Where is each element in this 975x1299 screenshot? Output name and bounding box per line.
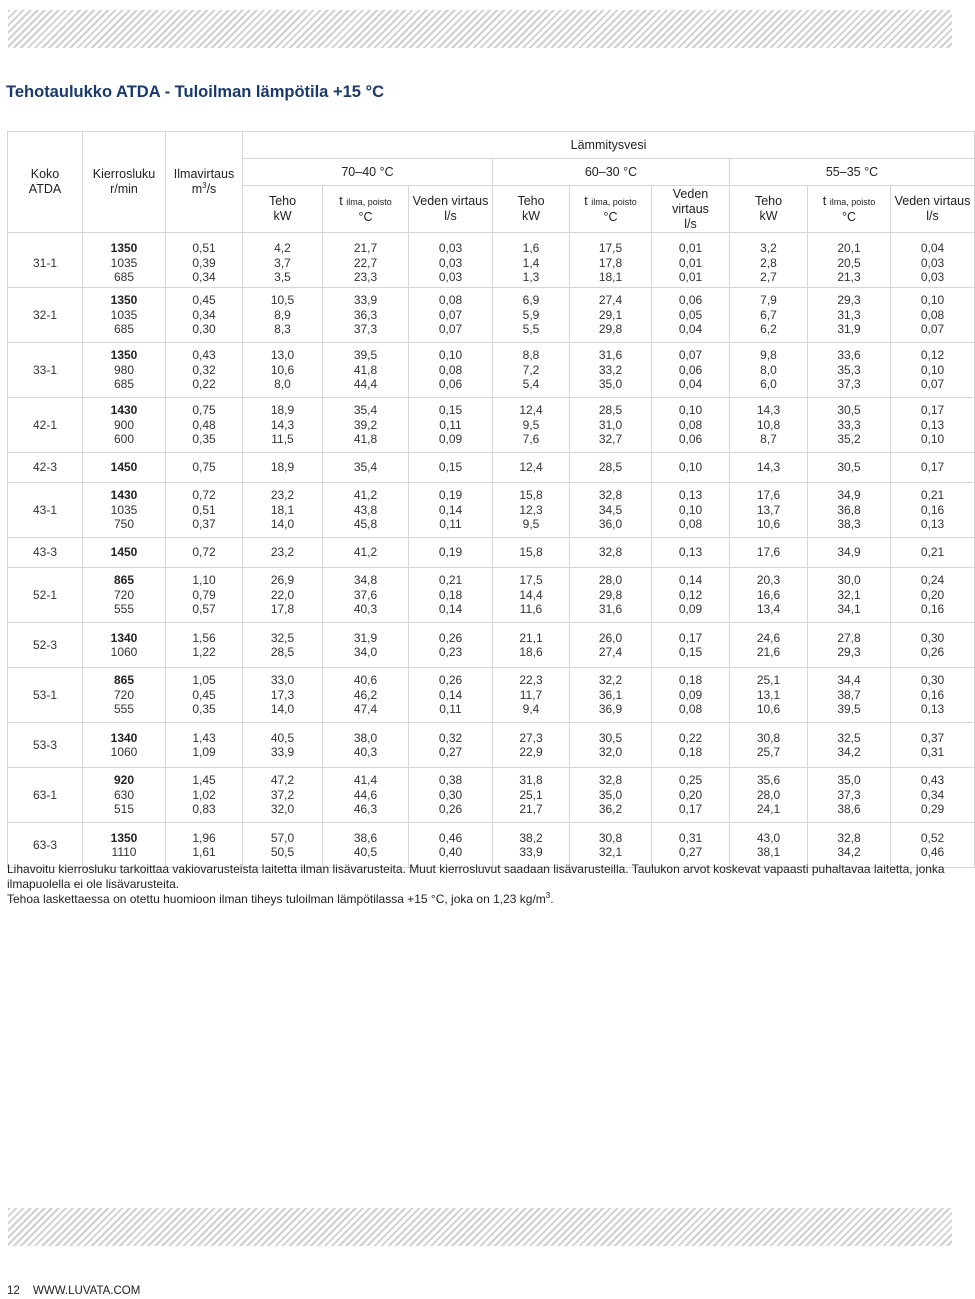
cell-t-ilma-poisto: 38,6 40,5: [323, 823, 409, 868]
page-number: 12: [7, 1285, 20, 1297]
cell-teho: 3,2 2,8 2,7: [730, 233, 808, 288]
cell-t-ilma-poisto: 26,0 27,4: [570, 623, 652, 668]
cell-kierrosluku: 865 720 555: [83, 668, 166, 723]
cell-t-ilma-poisto: 34,9: [808, 538, 891, 568]
cell-t-ilma-poisto: 33,6 35,3 37,3: [808, 343, 891, 398]
cell-koko: 53-3: [8, 723, 83, 768]
cell-t-ilma-poisto: 41,4 44,6 46,3: [323, 768, 409, 823]
cell-veden-virtaus: 0,10 0,08 0,06: [409, 343, 493, 398]
cell-koko: 42-3: [8, 453, 83, 483]
header-koko: Koko ATDA: [8, 132, 83, 233]
cell-ilmavirtaus: 1,05 0,45 0,35: [166, 668, 243, 723]
table-row: [8, 288, 975, 343]
cell-t-ilma-poisto: 30,5: [808, 453, 891, 483]
cell-veden-virtaus: 0,21 0,18 0,14: [409, 568, 493, 623]
cell-teho: 23,2 18,1 14,0: [243, 483, 323, 538]
cell-teho: 18,9 14,3 11,5: [243, 398, 323, 453]
footnote-1: Lihavoitu kierrosluku tarkoittaa vakiovarusteista laitetta ilman lisävarusteita. Muut kierrosluvut saadaan lisävarusteilla. Taulukon arvot koskevat vapaasti puhaltavaa laitetta, jonka ilmapuolella ei ole lisävarusteita.: [7, 862, 945, 891]
cell-teho: 15,8 12,3 9,5: [493, 483, 570, 538]
header-group-70-40: 70–40 °C: [243, 159, 493, 186]
cell-t-ilma-poisto: 35,4 39,2 41,8: [323, 398, 409, 453]
cell-ilmavirtaus: 0,75: [166, 453, 243, 483]
header-veden-virtaus: Veden virtaus l/s: [891, 186, 975, 233]
cell-koko: 31-1: [8, 233, 83, 288]
cell-teho: 7,9 6,7 6,2: [730, 288, 808, 343]
decorative-hatch-band-bottom: [8, 1208, 952, 1246]
cell-kierrosluku: 1350 980 685: [83, 343, 166, 398]
table-row: [8, 538, 975, 568]
cell-teho: 13,0 10,6 8,0: [243, 343, 323, 398]
cell-t-ilma-poisto: 35,4: [323, 453, 409, 483]
table-row: [8, 453, 975, 483]
cell-koko: 33-1: [8, 343, 83, 398]
header-group-60-30: 60–30 °C: [493, 159, 730, 186]
cell-teho: 26,9 22,0 17,8: [243, 568, 323, 623]
cell-koko: 32-1: [8, 288, 83, 343]
header-t-ilma-poisto: t ilma, poisto °C: [570, 186, 652, 233]
cell-teho: 6,9 5,9 5,5: [493, 288, 570, 343]
cell-teho: 12,4: [493, 453, 570, 483]
cell-t-ilma-poisto: 28,5 31,0 32,7: [570, 398, 652, 453]
cell-teho: 14,3 10,8 8,7: [730, 398, 808, 453]
cell-veden-virtaus: 0,12 0,10 0,07: [891, 343, 975, 398]
cell-teho: 40,5 33,9: [243, 723, 323, 768]
cell-koko: 53-1: [8, 668, 83, 723]
cell-teho: 35,6 28,0 24,1: [730, 768, 808, 823]
cell-veden-virtaus: 0,19: [409, 538, 493, 568]
cell-t-ilma-poisto: 21,7 22,7 23,3: [323, 233, 409, 288]
cell-teho: 21,1 18,6: [493, 623, 570, 668]
cell-teho: 22,3 11,7 9,4: [493, 668, 570, 723]
cell-t-ilma-poisto: 33,9 36,3 37,3: [323, 288, 409, 343]
cell-t-ilma-poisto: 32,5 34,2: [808, 723, 891, 768]
cell-teho: 30,8 25,7: [730, 723, 808, 768]
cell-t-ilma-poisto: 29,3 31,3 31,9: [808, 288, 891, 343]
decorative-hatch-band-top: [8, 10, 952, 48]
cell-teho: 17,6 13,7 10,6: [730, 483, 808, 538]
website-link[interactable]: WWW.LUVATA.COM: [33, 1285, 141, 1297]
table-row: [8, 723, 975, 768]
cell-t-ilma-poisto: 40,6 46,2 47,4: [323, 668, 409, 723]
cell-veden-virtaus: 0,15: [409, 453, 493, 483]
cell-teho: 8,8 7,2 5,4: [493, 343, 570, 398]
cell-t-ilma-poisto: 17,5 17,8 18,1: [570, 233, 652, 288]
cell-koko: 52-3: [8, 623, 83, 668]
cell-veden-virtaus: 0,30 0,16 0,13: [891, 668, 975, 723]
table-row: [8, 668, 975, 723]
cell-t-ilma-poisto: 30,5 32,0: [570, 723, 652, 768]
cell-veden-virtaus: 0,17: [891, 453, 975, 483]
cell-teho: 15,8: [493, 538, 570, 568]
cell-ilmavirtaus: 1,43 1,09: [166, 723, 243, 768]
cell-veden-virtaus: 0,30 0,26: [891, 623, 975, 668]
cell-ilmavirtaus: 0,51 0,39 0,34: [166, 233, 243, 288]
cell-t-ilma-poisto: 20,1 20,5 21,3: [808, 233, 891, 288]
cell-t-ilma-poisto: 32,8 35,0 36,2: [570, 768, 652, 823]
cell-t-ilma-poisto: 28,5: [570, 453, 652, 483]
table-row: [8, 823, 975, 868]
header-veden-virtaus: Veden virtaus l/s: [652, 186, 730, 233]
cell-t-ilma-poisto: 27,8 29,3: [808, 623, 891, 668]
table-header: [8, 132, 975, 233]
cell-veden-virtaus: 0,08 0,07 0,07: [409, 288, 493, 343]
cell-teho: 4,2 3,7 3,5: [243, 233, 323, 288]
header-veden-virtaus: Veden virtaus l/s: [409, 186, 493, 233]
cell-t-ilma-poisto: 31,9 34,0: [323, 623, 409, 668]
cell-veden-virtaus: 0,43 0,34 0,29: [891, 768, 975, 823]
cell-teho: 24,6 21,6: [730, 623, 808, 668]
cell-veden-virtaus: 0,15 0,11 0,09: [409, 398, 493, 453]
table-row: [8, 768, 975, 823]
cell-teho: 33,0 17,3 14,0: [243, 668, 323, 723]
cell-veden-virtaus: 0,46 0,40: [409, 823, 493, 868]
cell-t-ilma-poisto: 30,8 32,1: [570, 823, 652, 868]
cell-t-ilma-poisto: 30,0 32,1 34,1: [808, 568, 891, 623]
cell-veden-virtaus: 0,17 0,13 0,10: [891, 398, 975, 453]
cell-koko: 42-1: [8, 398, 83, 453]
cell-teho: 25,1 13,1 10,6: [730, 668, 808, 723]
cell-t-ilma-poisto: 28,0 29,8 31,6: [570, 568, 652, 623]
cell-ilmavirtaus: 0,75 0,48 0,35: [166, 398, 243, 453]
table-row: [8, 233, 975, 288]
cell-koko: 52-1: [8, 568, 83, 623]
cell-teho: 10,5 8,9 8,3: [243, 288, 323, 343]
cell-ilmavirtaus: 0,72: [166, 538, 243, 568]
cell-teho: 57,0 50,5: [243, 823, 323, 868]
table-row: [8, 623, 975, 668]
cell-kierrosluku: 865 720 555: [83, 568, 166, 623]
cell-teho: 38,2 33,9: [493, 823, 570, 868]
cell-ilmavirtaus: 1,96 1,61: [166, 823, 243, 868]
cell-teho: 9,8 8,0 6,0: [730, 343, 808, 398]
cell-veden-virtaus: 0,18 0,09 0,08: [652, 668, 730, 723]
cell-veden-virtaus: 0,10: [652, 453, 730, 483]
cell-ilmavirtaus: 1,45 1,02 0,83: [166, 768, 243, 823]
footnote-2: Tehoa laskettaessa on otettu huomioon ilman tiheys tuloilman lämpötilassa +15 °C, joka on 1,23 $kg/m^3$.: [7, 891, 554, 906]
cell-ilmavirtaus: 1,10 0,79 0,57: [166, 568, 243, 623]
cell-veden-virtaus: 0,17 0,15: [652, 623, 730, 668]
cell-koko: 43-1: [8, 483, 83, 538]
cell-veden-virtaus: 0,26 0,23: [409, 623, 493, 668]
cell-kierrosluku: 1340 1060: [83, 623, 166, 668]
cell-teho: 23,2: [243, 538, 323, 568]
header-t-ilma-poisto: t ilma, poisto °C: [323, 186, 409, 233]
cell-teho: 12,4 9,5 7,6: [493, 398, 570, 453]
cell-veden-virtaus: 0,37 0,31: [891, 723, 975, 768]
header-lammitysvesi: Lämmitysvesi: [243, 132, 975, 159]
cell-teho: 27,3 22,9: [493, 723, 570, 768]
cell-veden-virtaus: 0,04 0,03 0,03: [891, 233, 975, 288]
table-row: [8, 483, 975, 538]
cell-t-ilma-poisto: 27,4 29,1 29,8: [570, 288, 652, 343]
cell-t-ilma-poisto: 32,8 34,2: [808, 823, 891, 868]
cell-kierrosluku: 1450: [83, 538, 166, 568]
header-kierrosluku: Kierrosluku r/min: [83, 132, 166, 233]
cell-t-ilma-poisto: 39,5 41,8 44,4: [323, 343, 409, 398]
cell-veden-virtaus: 0,13 0,10 0,08: [652, 483, 730, 538]
cell-veden-virtaus: 0,06 0,05 0,04: [652, 288, 730, 343]
table-body: [8, 233, 975, 868]
cell-veden-virtaus: 0,03 0,03 0,03: [409, 233, 493, 288]
cell-kierrosluku: 1430 900 600: [83, 398, 166, 453]
page-footer: [7, 1285, 140, 1297]
cell-veden-virtaus: 0,10 0,08 0,07: [891, 288, 975, 343]
cell-t-ilma-poisto: 31,6 33,2 35,0: [570, 343, 652, 398]
cell-veden-virtaus: 0,38 0,30 0,26: [409, 768, 493, 823]
cell-kierrosluku: 920 630 515: [83, 768, 166, 823]
cell-teho: 31,8 25,1 21,7: [493, 768, 570, 823]
cell-veden-virtaus: 0,10 0,08 0,06: [652, 398, 730, 453]
cell-koko: 43-3: [8, 538, 83, 568]
cell-teho: 18,9: [243, 453, 323, 483]
table-row: [8, 398, 975, 453]
header-t-ilma-poisto: t ilma, poisto °C: [808, 186, 891, 233]
cell-t-ilma-poisto: 38,0 40,3: [323, 723, 409, 768]
cell-ilmavirtaus: 0,43 0,32 0,22: [166, 343, 243, 398]
cell-koko: 63-1: [8, 768, 83, 823]
cell-veden-virtaus: 0,19 0,14 0,11: [409, 483, 493, 538]
cell-veden-virtaus: 0,22 0,18: [652, 723, 730, 768]
cell-teho: 32,5 28,5: [243, 623, 323, 668]
cell-veden-virtaus: 0,32 0,27: [409, 723, 493, 768]
cell-teho: 20,3 16,6 13,4: [730, 568, 808, 623]
cell-veden-virtaus: 0,13: [652, 538, 730, 568]
power-table: [7, 131, 975, 868]
cell-kierrosluku: 1350 1110: [83, 823, 166, 868]
cell-t-ilma-poisto: 32,2 36,1 36,9: [570, 668, 652, 723]
cell-veden-virtaus: 0,07 0,06 0,04: [652, 343, 730, 398]
cell-t-ilma-poisto: 41,2: [323, 538, 409, 568]
footnotes: [7, 862, 952, 907]
cell-teho: 1,6 1,4 1,3: [493, 233, 570, 288]
page-title: Tehotaulukko ATDA - Tuloilman lämpötila +15 °C: [6, 83, 385, 101]
cell-veden-virtaus: 0,31 0,27: [652, 823, 730, 868]
cell-veden-virtaus: 0,21: [891, 538, 975, 568]
cell-teho: 47,2 37,2 32,0: [243, 768, 323, 823]
cell-veden-virtaus: 0,14 0,12 0,09: [652, 568, 730, 623]
cell-t-ilma-poisto: 41,2 43,8 45,8: [323, 483, 409, 538]
cell-veden-virtaus: 0,01 0,01 0,01: [652, 233, 730, 288]
cell-ilmavirtaus: 0,72 0,51 0,37: [166, 483, 243, 538]
cell-t-ilma-poisto: 35,0 37,3 38,6: [808, 768, 891, 823]
cell-koko: 63-3: [8, 823, 83, 868]
cell-kierrosluku: 1340 1060: [83, 723, 166, 768]
table-row: [8, 343, 975, 398]
cell-veden-virtaus: 0,21 0,16 0,13: [891, 483, 975, 538]
cell-teho: 43,0 38,1: [730, 823, 808, 868]
cell-ilmavirtaus: 0,45 0,34 0,30: [166, 288, 243, 343]
header-group-55-35: 55–35 °C: [730, 159, 975, 186]
cell-teho: 17,5 14,4 11,6: [493, 568, 570, 623]
header-teho: Teho kW: [730, 186, 808, 233]
cell-ilmavirtaus: 1,56 1,22: [166, 623, 243, 668]
cell-kierrosluku: 1350 1035 685: [83, 233, 166, 288]
header-teho: Teho kW: [493, 186, 570, 233]
cell-veden-virtaus: 0,25 0,20 0,17: [652, 768, 730, 823]
cell-kierrosluku: 1450: [83, 453, 166, 483]
cell-t-ilma-poisto: 34,9 36,8 38,3: [808, 483, 891, 538]
cell-teho: 17,6: [730, 538, 808, 568]
cell-kierrosluku: 1430 1035 750: [83, 483, 166, 538]
cell-t-ilma-poisto: 32,8: [570, 538, 652, 568]
header-teho: Teho kW: [243, 186, 323, 233]
cell-veden-virtaus: 0,26 0,14 0,11: [409, 668, 493, 723]
cell-t-ilma-poisto: 30,5 33,3 35,2: [808, 398, 891, 453]
cell-veden-virtaus: 0,52 0,46: [891, 823, 975, 868]
cell-veden-virtaus: 0,24 0,20 0,16: [891, 568, 975, 623]
cell-t-ilma-poisto: 32,8 34,5 36,0: [570, 483, 652, 538]
header-ilmavirtaus: Ilmavirtaus $m^3/s$: [166, 132, 243, 233]
cell-t-ilma-poisto: 34,4 38,7 39,5: [808, 668, 891, 723]
cell-t-ilma-poisto: 34,8 37,6 40,3: [323, 568, 409, 623]
cell-kierrosluku: 1350 1035 685: [83, 288, 166, 343]
cell-teho: 14,3: [730, 453, 808, 483]
table-row: [8, 568, 975, 623]
